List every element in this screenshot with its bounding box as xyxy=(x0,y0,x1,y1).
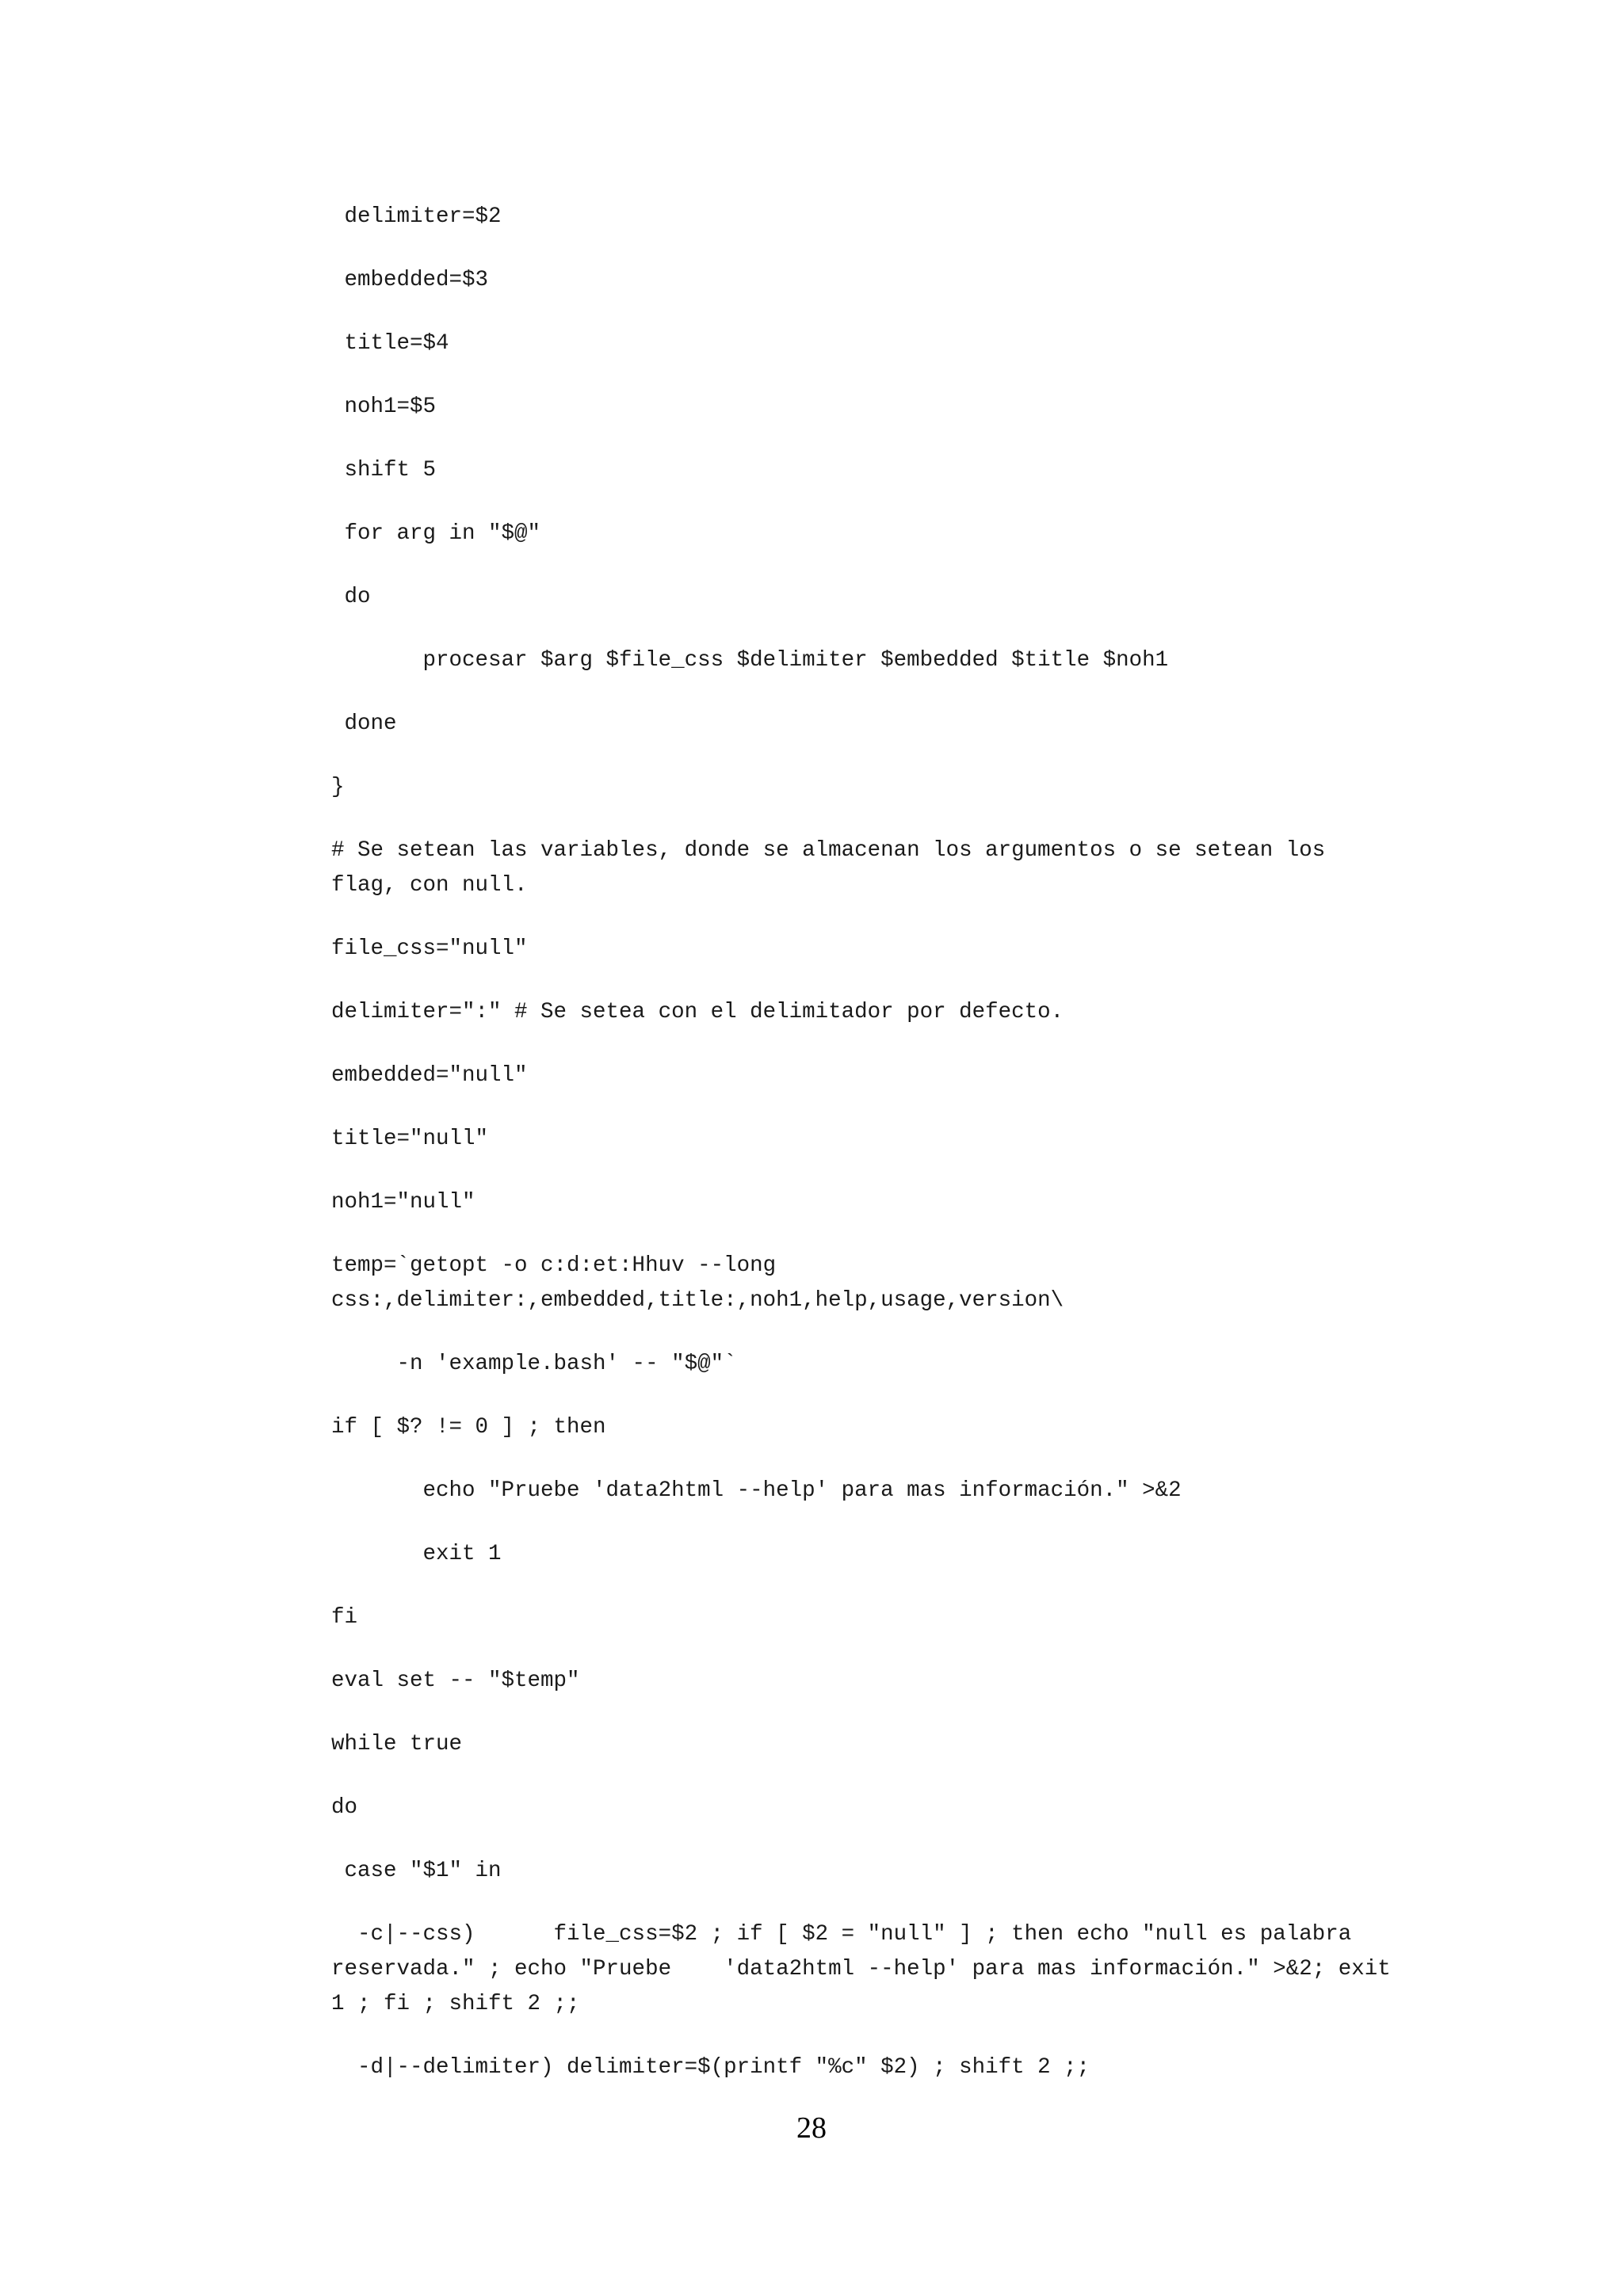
code-line: } xyxy=(331,775,345,799)
code-line: done xyxy=(331,711,397,736)
code-line: delimiter=$2 xyxy=(331,204,502,229)
page-number: 28 xyxy=(796,2111,827,2145)
code-line: # Se setean las variables, donde se almacenan los argumentos o se setean los xyxy=(331,838,1326,863)
code-line: noh1=$5 xyxy=(331,395,437,419)
code-line: title=$4 xyxy=(331,331,449,356)
code-line: do xyxy=(331,1795,358,1820)
code-line: flag, con null. xyxy=(331,873,528,898)
code-line: 1 ; fi ; shift 2 ;; xyxy=(331,1992,580,2016)
code-line: exit 1 xyxy=(331,1542,502,1566)
code-line: fi xyxy=(331,1605,358,1630)
code-line: -d|--delimiter) delimiter=$(printf "%c" $2) ; shift 2 ;; xyxy=(331,2055,1090,2080)
code-line: case "$1" in xyxy=(331,1859,502,1883)
code-line: embedded=$3 xyxy=(331,268,489,292)
code-line: if [ $? != 0 ] ; then xyxy=(331,1415,606,1440)
code-line: shift 5 xyxy=(331,458,437,482)
code-line: css:,delimiter:,embedded,title:,noh1,help,usage,version\ xyxy=(331,1288,1064,1313)
code-line: procesar $arg $file_css $delimiter $embedded $title $noh1 xyxy=(331,648,1169,673)
code-line: temp=`getopt -o c:d:et:Hhuv --long xyxy=(331,1253,777,1278)
code-line: title="null" xyxy=(331,1127,489,1151)
code-line: -c|--css) file_css=$2 ; if [ $2 = "null" ] ; then echo "null es palabra xyxy=(331,1922,1352,1947)
code-line: noh1="null" xyxy=(331,1190,475,1215)
code-line: echo "Pruebe 'data2html --help' para mas información." >&2 xyxy=(331,1478,1182,1503)
code-line: while true xyxy=(331,1732,463,1756)
code-line: -n 'example.bash' -- "$@"` xyxy=(331,1352,737,1376)
code-line: delimiter=":" # Se setea con el delimitador por defecto. xyxy=(331,1000,1064,1024)
code-line: file_css="null" xyxy=(331,936,528,961)
code-line: eval set -- "$temp" xyxy=(331,1669,580,1693)
code-line: embedded="null" xyxy=(331,1063,528,1088)
code-line: reservada." ; echo "Pruebe 'data2html --help' para mas información." >&2; exit xyxy=(331,1957,1391,1981)
code-line: for arg in "$@" xyxy=(331,521,541,546)
code-line: do xyxy=(331,585,371,609)
